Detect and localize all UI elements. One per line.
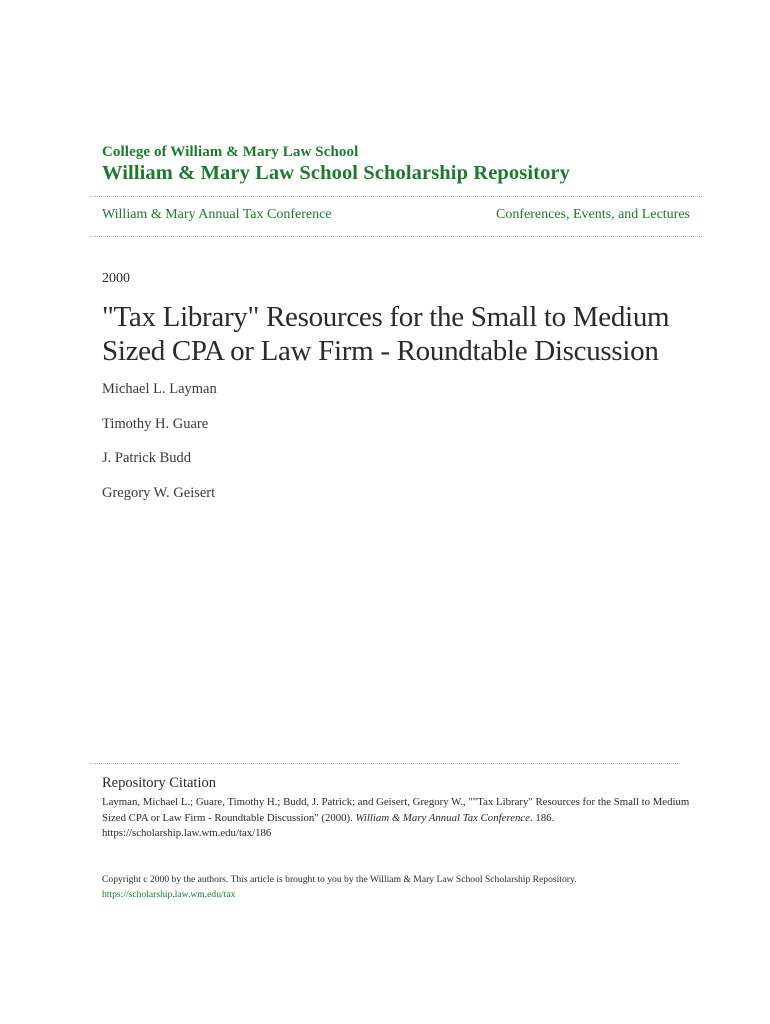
collection-link[interactable]: Conferences, Events, and Lectures xyxy=(496,207,690,222)
series-link[interactable]: William & Mary Annual Tax Conference xyxy=(102,207,332,222)
divider-citation xyxy=(90,763,680,764)
publication-year: 2000 xyxy=(102,271,130,286)
article-title-line-2: Sized CPA or Law Firm - Roundtable Discussion xyxy=(102,335,659,367)
author-name: Timothy H. Guare xyxy=(102,415,209,432)
copyright-text: Copyright c 2000 by the authors. This article is brought to you by the William & Mary Law School Scholarship Repository. xyxy=(102,874,577,885)
article-title xyxy=(102,300,722,368)
citation-series-italic: William & Mary Annual Tax Conference xyxy=(355,811,530,824)
citation-line-1: Layman, Michael L.; Guare, Timothy H.; Budd, J. Patrick; and Geisert, Gregory W., ""Tax Library" Resources for the Small to Medium xyxy=(102,796,690,808)
author-name: Michael L. Layman xyxy=(102,381,217,397)
repository-name[interactable]: William & Mary Law School Scholarship Repository xyxy=(102,162,570,184)
author-name: Gregory W. Geisert xyxy=(102,484,216,501)
divider-top xyxy=(90,196,702,197)
citation-heading: Repository Citation xyxy=(102,775,216,791)
copyright-notice xyxy=(102,872,702,902)
repository-link[interactable]: https://scholarship.law.wm.edu/tax xyxy=(102,889,236,900)
author-name: J. Patrick Budd xyxy=(102,450,192,466)
article-title-line-1: "Tax Library" Resources for the Small to Medium xyxy=(102,301,670,333)
citation-text xyxy=(102,795,702,842)
citation-line-2-text: Sized CPA or Law Firm - Roundtable Discussion" (2000). xyxy=(102,811,356,824)
divider-nav xyxy=(90,236,702,237)
citation-url[interactable]: https://scholarship.law.wm.edu/tax/186 xyxy=(102,827,272,839)
author-list xyxy=(102,380,217,518)
citation-line-2 xyxy=(102,811,702,827)
citation-line-2-end: . 186. xyxy=(529,811,555,824)
institution-name: College of William & Mary Law School xyxy=(102,144,359,160)
